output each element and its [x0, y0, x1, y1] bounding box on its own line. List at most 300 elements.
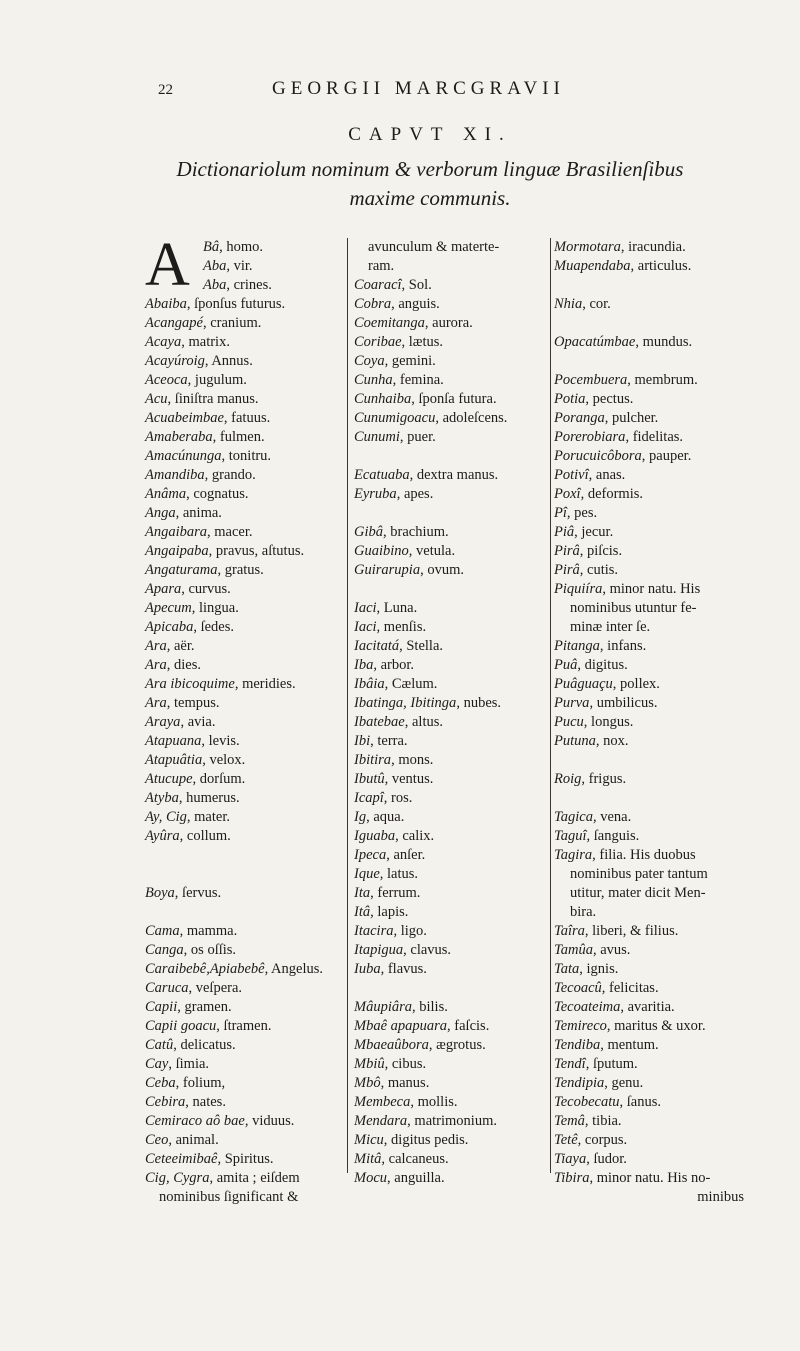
page-title — [0, 155, 800, 213]
entry-definition: , aqua. — [366, 809, 405, 825]
entry-continuation: utitur, mater dicit Men- — [570, 885, 706, 901]
entry-term: Itacira — [354, 923, 394, 939]
entry-definition: , macer. — [207, 524, 253, 540]
entry-term: Amandiba — [145, 467, 205, 483]
entry-definition: , adoleſcens. — [435, 410, 508, 426]
dictionary-entry — [145, 1036, 345, 1055]
entry-definition: , fatuus. — [223, 410, 271, 426]
dictionary-entry — [354, 656, 549, 675]
entry-term: Pucu — [554, 714, 584, 730]
entry-term: Coya — [354, 353, 385, 369]
entry-definition: , ſponſa futura. — [411, 391, 497, 407]
entry-definition: , ſponſus futurus. — [186, 296, 286, 312]
entry-definition: , calcaneus. — [381, 1151, 449, 1167]
entry-definition: , Angelus. — [264, 961, 324, 977]
dictionary-entry — [145, 998, 345, 1017]
entry-spacer — [554, 314, 744, 333]
dictionary-entry — [145, 1074, 345, 1093]
entry-spacer — [354, 447, 549, 466]
dictionary-entry — [554, 732, 744, 751]
dictionary-entry — [554, 371, 744, 390]
entry-term: Mbô — [354, 1075, 381, 1091]
entry-term: Ara — [145, 657, 167, 673]
entry-term: Capii — [145, 999, 178, 1015]
dictionary-entry — [187, 276, 272, 295]
title-line-1: Dictionariolum nominum & verborum linguæ Brasilienſibus — [176, 157, 684, 181]
entry-continuation: nominibus utuntur fe- — [570, 600, 697, 616]
entry-definition: , ferrum. — [370, 885, 421, 901]
dictionary-entry — [145, 713, 345, 732]
entry-definition: , faſcis. — [447, 1018, 490, 1034]
dictionary-entry — [354, 998, 549, 1017]
dictionary-entry — [145, 808, 345, 827]
entry-definition: , mamma. — [179, 923, 238, 939]
entry-definition: , nates. — [185, 1094, 226, 1110]
entry-term: Pitanga — [554, 638, 600, 654]
entry-definition: , vetula. — [408, 543, 456, 559]
dictionary-entry — [554, 238, 744, 257]
entry-term: Pî — [554, 505, 567, 521]
entry-term: Tata — [554, 961, 580, 977]
dictionary-entry — [554, 998, 744, 1017]
entry-term: Ceba — [145, 1075, 176, 1091]
entry-definition: , tonitru. — [221, 448, 272, 464]
dictionary-entry — [145, 1112, 345, 1131]
entry-definition: , apes. — [396, 486, 434, 502]
entry-term: Amacúnunga — [145, 448, 222, 464]
entry-term: Cemiraco aô bae — [145, 1113, 245, 1129]
entry-continuation: bira. — [570, 904, 597, 920]
entry-term: Iguaba — [354, 828, 396, 844]
entry-definition: , manus. — [380, 1075, 430, 1091]
entry-term: Eyruba — [354, 486, 397, 502]
dictionary-entry — [354, 352, 549, 371]
entry-term: Aba — [203, 258, 227, 274]
entry-definition: , Cælum. — [384, 676, 438, 692]
dictionary-entry — [145, 447, 345, 466]
dictionary-entry — [554, 1131, 744, 1150]
dictionary-entry — [354, 1131, 549, 1150]
dictionary-entry — [554, 1169, 744, 1188]
dictionary-entry — [354, 314, 549, 333]
entry-definition: , gemini. — [384, 353, 436, 369]
dictionary-entry — [145, 751, 345, 770]
entry-definition: , avia. — [180, 714, 216, 730]
entry-term: Acayúroig — [145, 353, 205, 369]
dictionary-entry — [554, 1093, 744, 1112]
entry-term: Ibâia — [354, 676, 385, 692]
entry-definition: , anima. — [175, 505, 222, 521]
entry-definition: , fidelitas. — [625, 429, 684, 445]
entry-term: Acu — [145, 391, 168, 407]
entry-term: Amaberaba — [145, 429, 213, 445]
dictionary-entry — [554, 504, 744, 523]
entry-definition: , humerus. — [178, 790, 240, 806]
entry-spacer — [554, 751, 744, 770]
entry-term: Guaibino — [354, 543, 409, 559]
dictionary-entry — [554, 485, 744, 504]
entry-definition: , aurora. — [424, 315, 473, 331]
entry-term: Aceoca — [145, 372, 188, 388]
entry-spacer — [145, 846, 345, 865]
entry-term: Anga — [145, 505, 176, 521]
column-1 — [145, 231, 345, 1207]
dictionary-entry — [354, 637, 549, 656]
entry-definition: , terra. — [370, 733, 408, 749]
dictionary-entry — [554, 580, 744, 599]
entry-definition: , bilis. — [412, 999, 448, 1015]
chapter-heading: CAPVT XI. — [348, 124, 512, 145]
entry-term: Caruca — [145, 980, 189, 996]
entry-term: Abaiba — [145, 296, 187, 312]
entry-definition: , vir. — [226, 258, 253, 274]
dictionary-entry — [145, 656, 345, 675]
dictionary-entry — [554, 257, 744, 276]
entry-definition: , cibus. — [384, 1056, 427, 1072]
dictionary-entry — [354, 371, 549, 390]
entry-term: Atyba — [145, 790, 179, 806]
entry-term: Cay — [145, 1056, 169, 1072]
entry-term: Tetê — [554, 1132, 578, 1148]
entry-definition: , ovum. — [420, 562, 464, 578]
entry-term: Caraibebê,Apiabebê — [145, 961, 265, 977]
entry-definition: , puer. — [399, 429, 436, 445]
entry-definition: , ſputum. — [585, 1056, 638, 1072]
dictionary-entry — [354, 428, 549, 447]
dictionary-entry — [354, 884, 549, 903]
entry-term: Purva — [554, 695, 590, 711]
dictionary-entry — [554, 808, 744, 827]
dictionary-entry — [354, 789, 549, 808]
dictionary-entry — [145, 941, 345, 960]
entry-definition: , altus. — [404, 714, 443, 730]
entry-term: Tiaya — [554, 1151, 587, 1167]
entry-definition: , levis. — [201, 733, 240, 749]
dictionary-entry — [354, 409, 549, 428]
entry-definition: , amita ; eiſdem — [209, 1170, 300, 1186]
entry-term: Apara — [145, 581, 182, 597]
entry-term: Coribae — [354, 334, 402, 350]
entry-definition: , anguilla. — [387, 1170, 445, 1186]
entry-continuation: ram. — [368, 258, 395, 274]
dictionary-entry — [145, 1169, 345, 1188]
dictionary-entry — [554, 428, 744, 447]
entry-term: Ipeca — [354, 847, 387, 863]
entry-definition: , cutis. — [579, 562, 619, 578]
entry-term: Pirâ — [554, 562, 580, 578]
entry-spacer — [554, 276, 744, 295]
entry-term: Ique — [354, 866, 380, 882]
entry-definition: , viduus. — [244, 1113, 295, 1129]
dictionary-entry — [554, 941, 744, 960]
entry-definition: , latus. — [379, 866, 419, 882]
entry-definition: , grando. — [204, 467, 256, 483]
entry-term: Ibutû — [354, 771, 385, 787]
dictionary-entry — [145, 466, 345, 485]
entry-term: Taguî — [554, 828, 587, 844]
entry-definition: , aër. — [166, 638, 195, 654]
entry-definition: , deformis. — [580, 486, 643, 502]
entry-term: Ceo — [145, 1132, 169, 1148]
dictionary-entry — [354, 618, 549, 637]
entry-definition: , mentum. — [600, 1037, 659, 1053]
entry-definition: , maritus & uxor. — [606, 1018, 706, 1034]
entry-continuation: nominibus ſignificant & — [159, 1189, 299, 1205]
entry-term: Tagica — [554, 809, 593, 825]
entry-term: Angaipaba — [145, 543, 209, 559]
entry-definition: , gratus. — [217, 562, 264, 578]
entry-definition: , longus. — [583, 714, 634, 730]
dictionary-entry — [187, 257, 272, 276]
entry-definition: , avaritia. — [620, 999, 675, 1015]
dictionary-entry — [354, 865, 549, 884]
entry-term: Puâguaçu — [554, 676, 613, 692]
entry-definition: , lingua. — [191, 600, 239, 616]
entry-definition: , nubes. — [456, 695, 502, 711]
entry-definition: , calix. — [395, 828, 435, 844]
entry-term: Cebira — [145, 1094, 186, 1110]
entry-definition: , delicatus. — [173, 1037, 236, 1053]
entry-term: Apecum — [145, 600, 192, 616]
dictionary-entry — [354, 732, 549, 751]
entry-definition: , fulmen. — [212, 429, 265, 445]
dictionary-entry — [554, 295, 744, 314]
entry-definition: , infans. — [599, 638, 647, 654]
entry-definition: , ſiniſtra manus. — [167, 391, 259, 407]
dictionary-entry — [554, 713, 744, 732]
dictionary-entry — [354, 903, 549, 922]
entry-term: Muapendaba — [554, 258, 631, 274]
dictionary-entry — [354, 390, 549, 409]
entry-term: Mendara — [354, 1113, 408, 1129]
entry-term: Ara — [145, 638, 167, 654]
entry-definition: , Sol. — [401, 277, 432, 293]
entry-term: Cobra — [354, 296, 392, 312]
entry-term: Angaturama — [145, 562, 218, 578]
entry-definition: , meridies. — [234, 676, 296, 692]
entry-definition: , iracundia. — [620, 239, 686, 255]
entry-definition: , nox. — [595, 733, 629, 749]
dictionary-entry — [354, 485, 549, 504]
entry-term: Acaya — [145, 334, 182, 350]
entry-term: Apicaba — [145, 619, 194, 635]
entry-definition: , membrum. — [627, 372, 698, 388]
entry-term: Iacitatá — [354, 638, 400, 654]
entry-term: Cunhaiba — [354, 391, 412, 407]
dictionary-entry — [354, 1169, 549, 1188]
dictionary-entry — [145, 922, 345, 941]
entry-term: Cunha — [354, 372, 393, 388]
entry-definition: , pauper. — [641, 448, 692, 464]
entry-definition: , mundus. — [635, 334, 693, 350]
entry-term: Cama — [145, 923, 180, 939]
entry-definition: , tempus. — [166, 695, 220, 711]
entry-definition: , dorſum. — [192, 771, 246, 787]
dictionary-entry — [554, 694, 744, 713]
dictionary-entry — [145, 523, 345, 542]
dictionary-entry — [354, 1074, 549, 1093]
dictionary-entry — [554, 846, 744, 865]
entry-definition: , gramen. — [177, 999, 232, 1015]
dictionary-entry — [354, 751, 549, 770]
entry-term: Mitâ — [354, 1151, 382, 1167]
dictionary-entry — [354, 542, 549, 561]
entry-term: Pirâ — [554, 543, 580, 559]
entry-term: Puâ — [554, 657, 578, 673]
entry-continuation: minibus — [697, 1189, 744, 1205]
entry-term: Ceteeimibaê — [145, 1151, 218, 1167]
dictionary-entry — [354, 922, 549, 941]
entry-definition: , ſanguis. — [586, 828, 640, 844]
entry-term: Potia — [554, 391, 586, 407]
entry-definition: , ventus. — [384, 771, 434, 787]
dictionary-entry — [354, 295, 549, 314]
entry-definition: , lapis. — [370, 904, 409, 920]
entry-spacer — [354, 979, 549, 998]
dictionary-entry — [354, 846, 549, 865]
entry-definition: , ſimia. — [168, 1056, 210, 1072]
entry-definition: , frigus. — [581, 771, 627, 787]
dictionary-entry — [145, 390, 345, 409]
entry-term: Anâma — [145, 486, 187, 502]
entry-definition: , vena. — [592, 809, 632, 825]
dictionary-entry — [145, 580, 345, 599]
entry-definition: , piſcis. — [579, 543, 623, 559]
entry-definition: , os oſſis. — [183, 942, 237, 958]
dictionary-entry — [554, 523, 744, 542]
entry-definition: , avus. — [592, 942, 631, 958]
dictionary-entry — [145, 979, 345, 998]
entry-term: Tecobecatu — [554, 1094, 620, 1110]
entry-term: Tibira — [554, 1170, 590, 1186]
entry-definition: , cognatus. — [186, 486, 249, 502]
entry-term: Ita — [354, 885, 371, 901]
dictionary-entry — [145, 1055, 345, 1074]
entry-definition: , Stella. — [399, 638, 444, 654]
entry-spacer — [554, 789, 744, 808]
entry-term: Piâ — [554, 524, 575, 540]
entry-term: Ara ibicoquime — [145, 676, 235, 692]
dictionary-entry — [554, 1074, 744, 1093]
column-3 — [554, 238, 744, 1207]
entry-definition: , ſtramen. — [216, 1018, 272, 1034]
entry-term: Temireco — [554, 1018, 607, 1034]
dictionary-entry — [145, 485, 345, 504]
entry-term: Tamûa — [554, 942, 593, 958]
dictionary-entry — [554, 1036, 744, 1055]
column-divider — [550, 238, 551, 1173]
entry-term: Ara — [145, 695, 167, 711]
entry-term: Temâ — [554, 1113, 585, 1129]
entry-term: Porucuicôbora — [554, 448, 642, 464]
dictionary-entry — [554, 1017, 744, 1036]
entry-definition: , umbilicus. — [589, 695, 658, 711]
dropcap-letter: A — [145, 231, 190, 299]
entry-definition: , jecur. — [574, 524, 614, 540]
entry-term: Mbiû — [354, 1056, 385, 1072]
dictionary-entry — [145, 1017, 345, 1036]
entry-continuation: avunculum & materte- — [368, 239, 500, 255]
dictionary-entry — [145, 770, 345, 789]
entry-term: Poranga — [554, 410, 605, 426]
dictionary-entry — [554, 656, 744, 675]
entry-definition: , animal. — [168, 1132, 219, 1148]
entry-term: Atapuâtia — [145, 752, 203, 768]
entry-definition: , felicitas. — [601, 980, 659, 996]
dictionary-entry — [554, 1150, 744, 1169]
entry-term: Micu — [354, 1132, 384, 1148]
entry-term: Opacatúmbae — [554, 334, 636, 350]
entry-definition: , anguis. — [391, 296, 440, 312]
dictionary-entry — [554, 447, 744, 466]
entry-term: Tecoacû — [554, 980, 602, 996]
entry-definition: , genu. — [604, 1075, 644, 1091]
column-2 — [354, 238, 549, 1188]
dictionary-entry — [145, 371, 345, 390]
entry-definition: , cor. — [582, 296, 611, 312]
entry-definition: , liberi, & filius. — [584, 923, 679, 939]
entry-term: Porerobiara — [554, 429, 626, 445]
dictionary-entry — [554, 1055, 744, 1074]
entry-definition: , corpus. — [577, 1132, 628, 1148]
entry-definition: , anſer. — [386, 847, 426, 863]
dictionary-entry — [187, 238, 272, 257]
entry-term: Itâ — [354, 904, 371, 920]
entry-term: Mocu — [354, 1170, 388, 1186]
dictionary-entry — [145, 960, 345, 979]
entry-term: Roig — [554, 771, 582, 787]
entry-term: Putuna — [554, 733, 596, 749]
entry-definition: , articulus. — [630, 258, 692, 274]
entry-term: Membeca — [354, 1094, 411, 1110]
entry-definition: , ſudor. — [586, 1151, 627, 1167]
entry-definition: , ſervus. — [174, 885, 222, 901]
entry-term: Ig — [354, 809, 367, 825]
entry-definition: , pulcher. — [604, 410, 659, 426]
dictionary-entry — [145, 352, 345, 371]
entry-term: Nhia — [554, 296, 583, 312]
dictionary-entry — [354, 770, 549, 789]
entry-term: Aba — [203, 277, 227, 293]
entry-term: Guirarupia — [354, 562, 421, 578]
dictionary-entry — [554, 922, 744, 941]
dictionary-entry — [354, 1036, 549, 1055]
entry-term: Itapigua — [354, 942, 404, 958]
entry-definition: , anas. — [588, 467, 626, 483]
dictionary-entry — [145, 732, 345, 751]
entry-term: Tagira — [554, 847, 593, 863]
entry-term: Capii goacu — [145, 1018, 217, 1034]
dictionary-entry — [145, 827, 345, 846]
dictionary-entry — [554, 542, 744, 561]
entry-spacer — [354, 580, 549, 599]
entry-term: Ibitira — [354, 752, 392, 768]
dictionary-entry — [145, 1131, 345, 1150]
entry-spacer — [145, 903, 345, 922]
entry-definition: , ros. — [383, 790, 413, 806]
entry-term: Piquiíra — [554, 581, 603, 597]
entry-term: Icapî — [354, 790, 384, 806]
dictionary-entry — [554, 979, 744, 998]
dictionary-entry — [145, 618, 345, 637]
entry-term: Ibatebae — [354, 714, 405, 730]
dictionary-entry — [554, 409, 744, 428]
entry-spacer — [554, 352, 744, 371]
entry-term: Potivî — [554, 467, 589, 483]
entry-term: Tendipia — [554, 1075, 605, 1091]
dictionary-entry — [145, 675, 345, 694]
entry-definition: , femina. — [392, 372, 444, 388]
